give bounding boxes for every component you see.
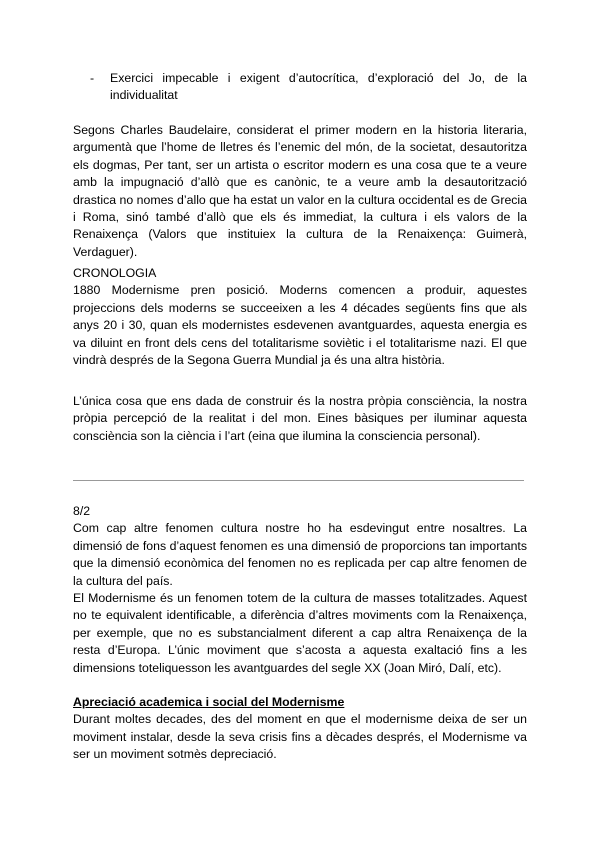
apreciacio-heading: Apreciació academica i social del Modernisme — [73, 695, 345, 709]
apreciacio-text: Durant moltes decades, des del moment en que el modernisme deixa de ser un moviment instalar, desde la seva crisis fins a dècades després, el Modernisme va ser un moviment sotmès depreciació. — [73, 712, 527, 762]
cronologia-title: CRONOLOGIA — [73, 266, 157, 280]
bullet-item-text: Exercici impecable i exigent d’autocrítica, d’exploració del Jo, de la individualitat — [110, 71, 527, 103]
bullet-dash: - — [90, 71, 95, 85]
section-paragraph-1: Com cap altre fenomen cultura nostre ho ha esdevingut entre nosaltres. La dimensió de fons d’aquest fenomen es una dimensió de proporcions tan importants que la dimensió econòmica del fenomen no es replicada per cap altre fenomen de la cultura del país. — [73, 521, 527, 588]
consciencia-paragraph: L’única cosa que ens dada de construir és la nostra pròpia consciència, la nostra pròpia percepció de la realitat i del mon. Eines bàsiques per iluminar aquesta consciència son la ciència i l’art (eina que ilumina la consciencia personal). — [73, 394, 527, 443]
cronologia-text: 1880 Modernisme pren posició. Moderns comencen a produir, aquestes projeccions dels moderns se succeeixen a les 4 décades següents fins que als anys 20 i 30, quan els modernistes esdevenen avantguardes, aquesta energia es va diluint en front dels cens del totalitarisme soviètic i el totalitarisme nazi. El que vindrà després de la Segona Guerra Mundial ja és una altra història. — [73, 283, 527, 368]
cronologia-section — [73, 265, 527, 369]
section-8-2 — [73, 503, 527, 677]
horizontal-divider — [73, 480, 524, 481]
section-date: 8/2 — [73, 504, 91, 518]
section-paragraph-2: El Modernisme és un fenomen totem de la cultura de masses totalitzades. Aquest no te equivalent identificable, a diferència d’altres moviments com la Renaixença, per exemple, que no es substancialment diferent a cap altra Renaixença de la resta d’Europa. L’únic moviment que s’acosta a aquesta exaltació fins a les dimensions toteliquesson les avantguardes del segle XX (Joan Miró, Dalí, etc). — [73, 591, 527, 675]
apreciacio-section — [73, 694, 527, 764]
baudelaire-paragraph: Segons Charles Baudelaire, considerat el primer modern en la historia literaria, argumentà que l’home de lletres és l’enemic del món, de la societat, desautoritza els dogmas, Per tant, ser un artista o escritor modern es una cosa que te a veure amb la impugnació d’allò que es canònic, te a veure amb la desautorització drastica no nomes d’allo que ha estat un valor en la cultura occidental es de Grecia i Roma, sinó també d’allò que els és immediat, la cultura i els valors de la Renaixença (Valors que instituiex la cultura de la Renaixença: Guimerà, Verdaguer). — [73, 123, 527, 259]
